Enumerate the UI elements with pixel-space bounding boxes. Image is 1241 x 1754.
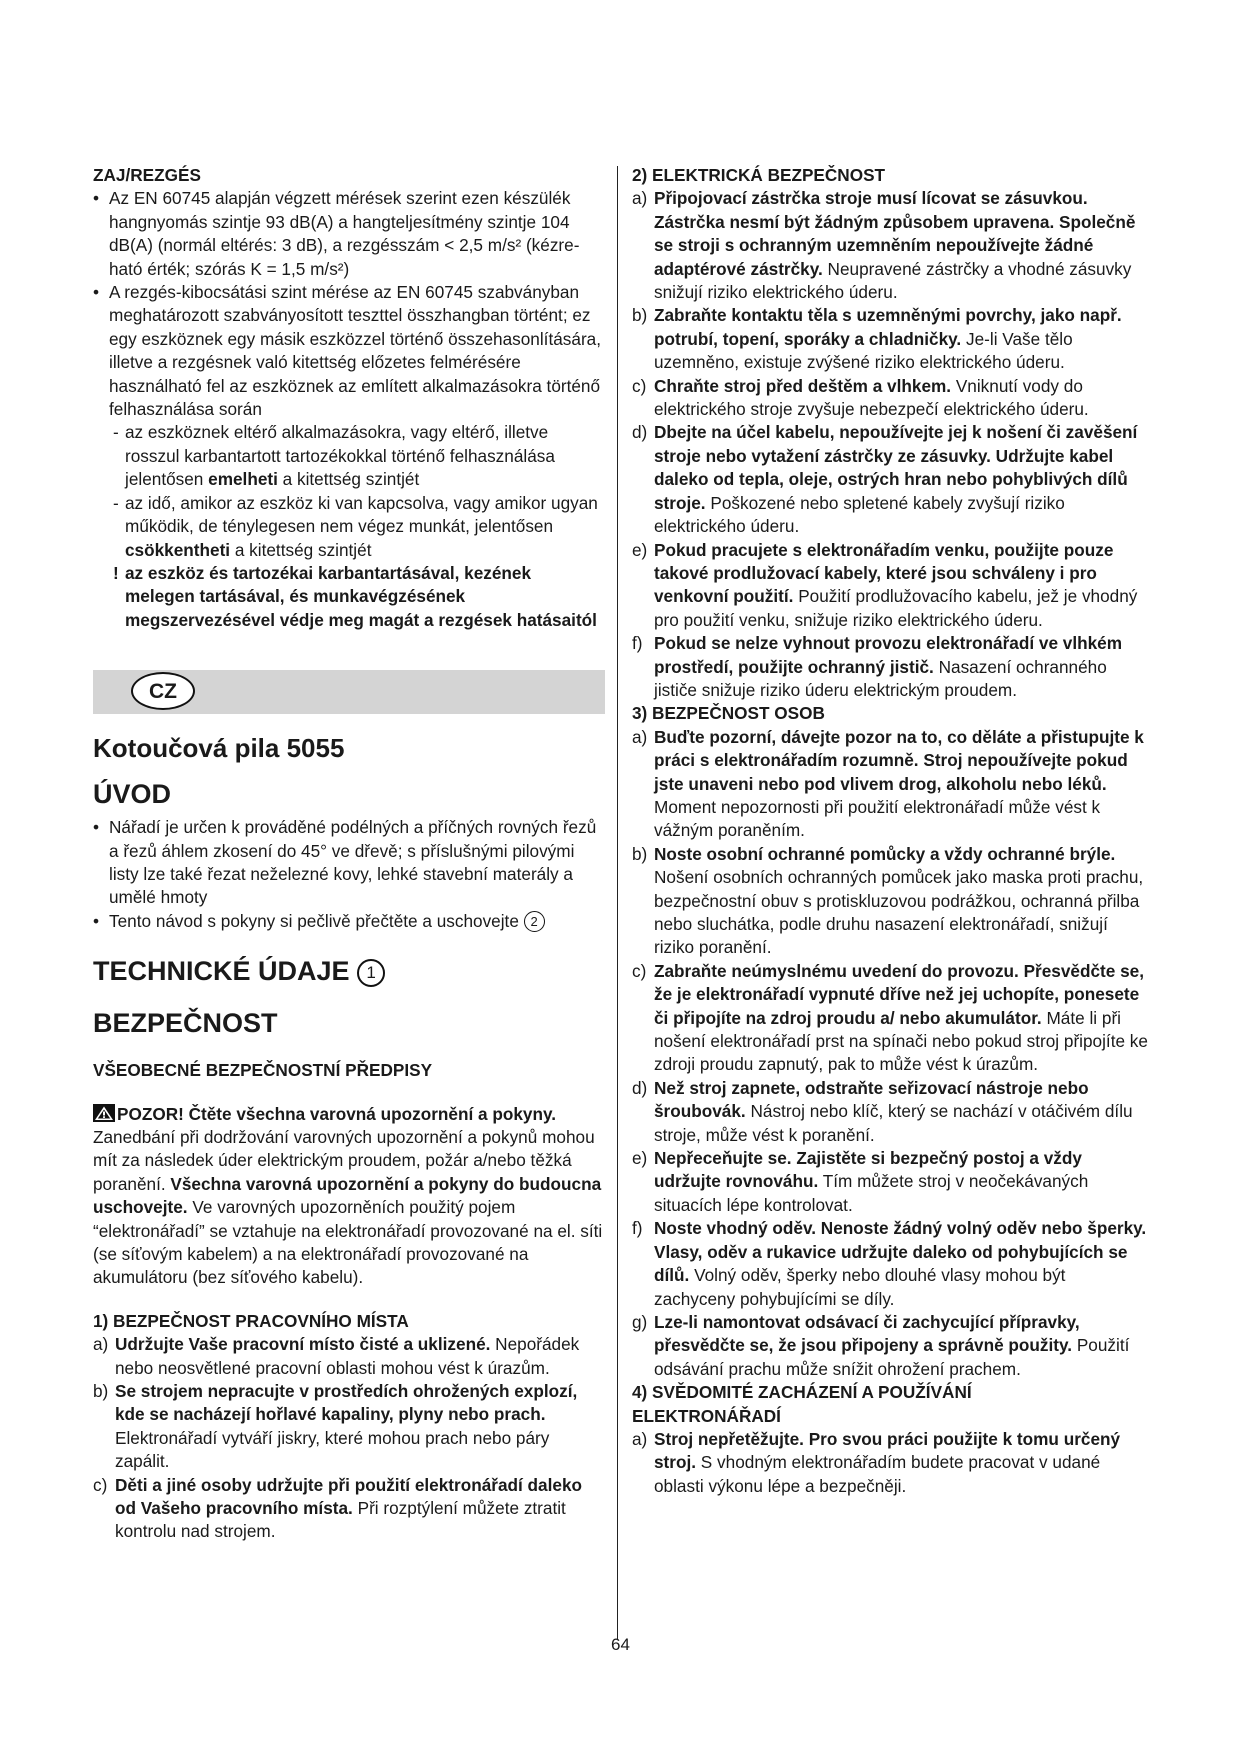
electrical-heading: 2) ELEKTRICKÁ BEZPEČNOST bbox=[632, 165, 886, 185]
product-title: Kotoučová pila 5055 bbox=[93, 733, 345, 764]
noise-dash-2: - az idő, amikor az eszköz ki van kapcsolva, vagy amikor ugyan működik, de ténylegesen nem végez munkát, jelentősen csökkentheti a kitettség szintjét bbox=[113, 492, 598, 560]
electrical-item-e: e) Pokud pracujete s elektronářadím venku, použijte pouze takové prodlužovací kabely, které jsou schváleny i pro venkovní použití. Použití prodlužovacího kabelu, jež je vhodný pro použití venku, snižuje riziko elektrického úderu. bbox=[632, 539, 1138, 630]
personal-item-c: c) Zabraňte neúmyslnému uvedení do provozu. Přesvědčte se, že je elektronářadí vypnuté dříve než jej uchopíte, ponesete či připojíte na zdroj proudu a/ nebo akumulátor. Máte li při nošení elektronářadí prst na spínači nebo pokud stroj připojíte ke zdroji proudu zapnutý, pak to může vést k úrazům. bbox=[632, 960, 1148, 1075]
figure-ref-2: 2 bbox=[524, 911, 545, 932]
noise-bullet-1: • Az EN 60745 alapján végzett mérések szerint ezen készülék hangnyomás szintje 93 dB(A) a hangteljesítmény szintje 104 dB(A) (normál eltérés: 3 dB), a rezgésszám < 2,5 m/s² (kézre-ható érték; szórás K = 1,5 m/s²) bbox=[93, 187, 605, 281]
noise-exclamation-item: ! az eszköz és tartozékai karbantartásával, kezének melegen tartásával, és munkavégzésének megszervezésével védje meg magát a rezgések hatásaitól bbox=[113, 562, 597, 630]
work-area-heading: 1) BEZPEČNOST PRACOVNÍHO MÍSTA bbox=[93, 1310, 409, 1331]
language-badge: CZ bbox=[131, 672, 195, 710]
dash-mark: - bbox=[113, 492, 119, 513]
electrical-item-d: d) Dbejte na účel kabelu, nepoužívejte jej k nošení či zavěšení stroje nebo vytažení zástrčky ze zásuvky. Udržujte kabel daleko od tepla, oleje, ostrých hran nebo pohyblivých dílů stroje. Poškozené nebo spletené kabely zvyšují riziko elektrického úderu. bbox=[632, 422, 1138, 537]
page-number: 64 bbox=[611, 1635, 630, 1654]
work-item-a: a) Udržujte Vaše pracovní místo čisté a uklizené. Nepořádek nebo neosvětlené pracovní oblasti mohou vést k úrazům. bbox=[93, 1334, 580, 1378]
dash-mark: - bbox=[113, 422, 119, 443]
personal-item-f: f) Noste vhodný oděv. Nenoste žádný volný oděv nebo šperky. Vlasy, oděv a rukavice udržujte daleko od pohybujících se dílů. Volný oděv, šperky nebo dlouhé vlasy mohou být zachyceny pohybujícími se díly. bbox=[632, 1218, 1147, 1309]
personal-item-e: e) Nepřeceňujte se. Zajistěte si bezpečný postoj a vždy udržujte rovnováhu. Tím můžete stroj v neočekávaných situacích lépe kontrolovat. bbox=[632, 1148, 1089, 1215]
intro-bullet-1: • Nářadí je určen k prováděné podélných a příčných rovných řezů a řezů áhlem zkosení do 45° ve dřevě; s příslušnými pilovými listy lze také řezat neželezné kovy, lehké stavební materály a umělé hmoty bbox=[93, 816, 605, 910]
intro-bullet-2: • Tento návod s pokyny si pečlivě přečtěte a uschovejte 2 bbox=[93, 910, 605, 933]
work-item-c: c) Děti a jiné osoby udržujte při použití elektronářadí daleko od Vašeho pracovního místa. Při rozptýlení můžete ztratit kontrolu nad strojem. bbox=[93, 1474, 583, 1542]
electrical-item-c: c) Chraňte stroj před deštěm a vlhkem. Vniknutí vody do elektrického stroje zvyšuje nebezpečí elektrického úderu. bbox=[632, 375, 1089, 420]
electrical-item-a: a) Připojovací zástrčka stroje musí lícovat se zásuvkou. Zástrčka nesmí být žádným způsobem upravena. Společně se stroji s ochranným uzemněním nepoužívejte žádné adaptérové zástrčky. Neupravené zástrčky a vhodné zásuvky snižují riziko elektrického úderu. bbox=[632, 188, 1136, 303]
electrical-item-f: f) Pokud se nelze vyhnout provozu elektronářadí ve vlhkém prostředí, použijte ochranný jistič. Nasazení ochranného jističe snižuje riziko úderu elektrickým proudem. bbox=[632, 633, 1123, 700]
personal-item-g: g) Lze-li namontovat odsávací či zachycující přípravky, přesvědčte se, že jsou připojeny a správně použity. Použití odsávání prachu může snížit ohrožení prachem. bbox=[632, 1311, 1130, 1379]
tool-use-item-a: a) Stroj nepřetěžujte. Pro svou práci použijte k tomu určený stroj. S vhodným elektronářadím budete pracovat v udané oblasti výkonu lépe a bezpečněji. bbox=[632, 1428, 1121, 1496]
language-band bbox=[93, 670, 605, 714]
personal-safety-heading: 3) BEZPEČNOST OSOB bbox=[632, 703, 825, 724]
personal-item-b: b) Noste osobní ochranné pomůcky a vždy ochranné brýle. Nošení osobních ochranných pomůcek jako maska proti prachu, bezpečnostní obuv s protiskluzovou podrážkou, ochranná přilba nebo sluchátka, podle druhu nasazení elektronářadí, snižují riziko poranění. bbox=[632, 843, 1144, 958]
exclamation-mark: ! bbox=[113, 562, 119, 583]
right-column bbox=[632, 164, 1150, 1498]
tech-heading: TECHNICKÉ ÚDAJE 1 bbox=[93, 955, 605, 987]
warning-paragraph: POZOR! Čtěte všechna varovná upozornění a pokyny. Zanedbání při dodržování varovných upozornění a pokynů mohou mít za následek úder elektrickým proudem, požár a/nebo těžká poranění. Všechna varovná upozornění a pokyny do budoucna uschovejte. Ve varovných upozorněních použitý pojem “elektronářadí” se vztahuje na elektronářadí provozované na el. síti (se síťovým kabelem) a na elektronářadí provozované na akumulátoru (bez síťového kabelu). bbox=[93, 1103, 603, 1288]
figure-ref-1: 1 bbox=[357, 959, 385, 987]
electrical-item-b: b) Zabraňte kontaktu těla s uzemněnými povrchy, jako např. potrubí, topení, sporáky a chladničky. Je-li Vaše tělo uzemněno, existuje zvýšené riziko elektrického úderu. bbox=[632, 305, 1122, 373]
safety-heading: BEZPEČNOST bbox=[93, 1008, 278, 1039]
personal-item-a: a) Buďte pozorní, dávejte pozor na to, co děláte a přistupujte k práci s elektronářadím rozumně. Stroj nepoužívejte pokud jste unaveni nebo pod vlivem drog, alkoholu nebo léků. Moment nepozornosti při použití elektronářadí může vést k vážným poraněním. bbox=[632, 726, 1144, 841]
tool-use-heading: 4) SVĚDOMITÉ ZACHÁZENÍ A POUŽÍVÁNÍ ELEKTRONÁŘADÍ bbox=[632, 1382, 972, 1426]
warning-icon bbox=[93, 1104, 115, 1122]
personal-item-d: d) Než stroj zapnete, odstraňte seřizovací nástroje nebo šroubovák. Nástroj nebo klíč, který se nachází v otáčivém dílu stroje, může vést k poranění. bbox=[632, 1077, 1133, 1145]
noise-dash-1: - az eszköznek eltérő alkalmazásokra, vagy eltérő, illetve rosszul karbantartott tartozékokkal történő felhasználása jelentősen emelheti a kitettség szintjét bbox=[113, 422, 555, 490]
general-safety-heading: VŠEOBECNÉ BEZPEČNOSTNÍ PŘEDPISY bbox=[93, 1060, 433, 1081]
column-divider bbox=[617, 166, 618, 1639]
intro-heading: ÚVOD bbox=[93, 779, 172, 810]
noise-bullet-2: • A rezgés-kibocsátási szint mérése az EN 60745 szabványban meghatározott szabványosított teszttel összhangban történt; ez egy eszköznek egy másik eszközzel történő összehasonlítására, illetve a rezgésnek való kitettség előzetes felmérésére használható fel az eszköznek az említett alkalmazásokra történő felhasználása során bbox=[93, 281, 605, 421]
work-item-b: b) Se strojem nepracujte v prostředích ohrožených explozí, kde se nacházejí hořlavé kapaliny, plyny nebo prach. Elektronářadí vytváří jiskry, které mohou prach nebo páry zapálit. bbox=[93, 1381, 578, 1472]
noise-heading: ZAJ/REZGÉS bbox=[93, 165, 201, 185]
left-column bbox=[93, 164, 605, 1544]
